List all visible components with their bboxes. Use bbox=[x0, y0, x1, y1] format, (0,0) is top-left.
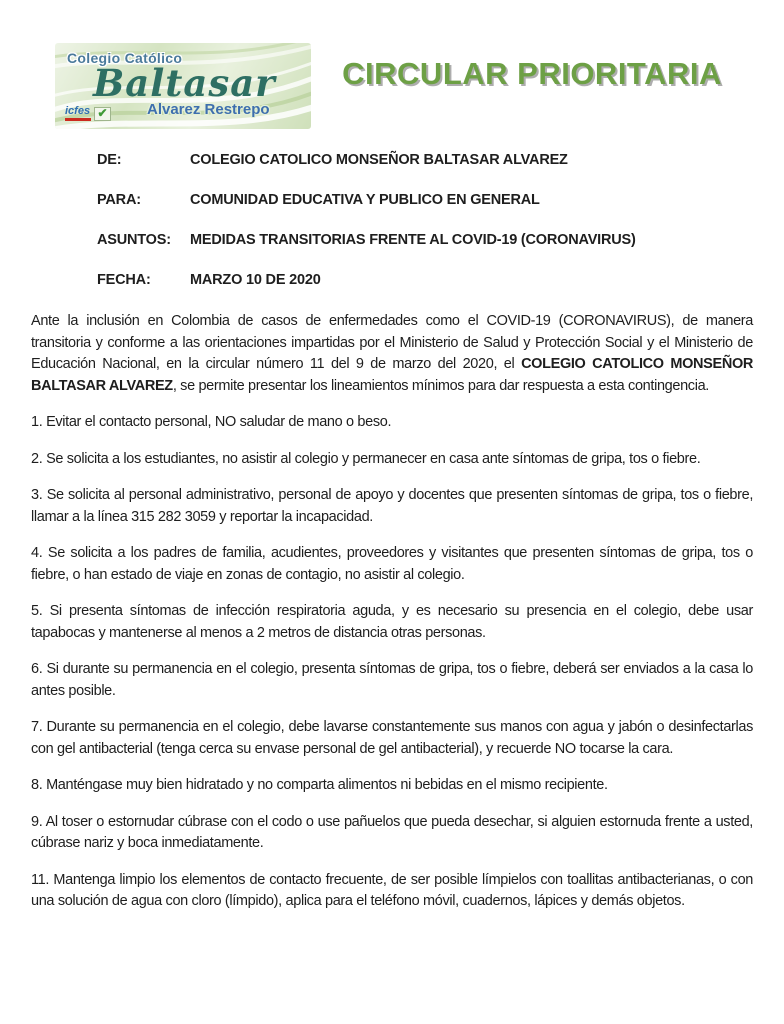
meta-value: COMUNIDAD EDUCATIVA Y PUBLICO EN GENERAL bbox=[190, 192, 540, 208]
icfes-badge bbox=[65, 106, 111, 121]
meta-value: COLEGIO CATOLICO MONSEÑOR BALTASAR ALVAREZ bbox=[190, 152, 568, 168]
meta-row-fecha bbox=[97, 271, 753, 290]
meta-label: ASUNTOS: bbox=[97, 232, 171, 248]
meta-value: MARZO 10 DE 2020 bbox=[190, 272, 321, 288]
meta-row-para bbox=[97, 191, 753, 210]
measure-item-1: 1. Evitar el contacto personal, NO saludar de mano o beso. bbox=[31, 414, 392, 430]
measure-item-9: 9. Al toser o estornudar cúbrase con el codo o use pañuelos que pueda desechar, si alguien estornuda frente a usted, cúbrase nariz y boca inmediatamente. bbox=[31, 813, 753, 851]
title-container bbox=[311, 43, 753, 92]
page-title: CIRCULAR PRIORITARIA bbox=[342, 56, 722, 91]
icfes-label: icfes bbox=[65, 105, 91, 117]
meta-row-asuntos bbox=[97, 231, 753, 250]
intro-text-end: , se permite presentar los lineamientos mínimos para dar respuesta a esta contingencia. bbox=[172, 377, 709, 394]
icfes-text-block bbox=[65, 106, 91, 121]
measure-item-7: 7. Durante su permanencia en el colegio, debe lavarse constantemente sus manos con agua y jabón o desinfectarlas con gel antibacterial (tenga cerca su envase personal de gel antibacterial), y recuerde NO tocarse la cara. bbox=[31, 719, 753, 757]
measure-item-6: 6. Si durante su permanencia en el colegio, presenta síntomas de gripa, tos o fiebre, deberá ser enviados a la casa lo antes posible. bbox=[31, 661, 753, 699]
meta-value: MEDIDAS TRANSITORIAS FRENTE AL COVID-19 (CORONAVIRUS) bbox=[190, 232, 636, 248]
measure-item-4: 4. Se solicita a los padres de familia, acudientes, proveedores y visitantes que presenten síntomas de gripa, tos o fiebre, o han estado de viaje en zonas de contagio, no asistir al colegio. bbox=[31, 545, 753, 583]
letter-meta-block bbox=[97, 151, 753, 290]
document-header bbox=[31, 0, 753, 129]
measure-item-8: 8. Manténgase muy bien hidratado y no comparta alimentos ni bebidas en el mismo recipiente. bbox=[31, 777, 608, 793]
logo-school-name-text: Baltasar bbox=[93, 61, 276, 105]
meta-label: PARA: bbox=[97, 192, 141, 208]
measure-item-11: 11. Mantenga limpio los elementos de contacto frecuente, de ser posible límpielos con toallitas antibacterianas, o con una solución de agua con cloro (límpido), aplica para el teléfono móvil, cuadernos, lápices y demás objetos. bbox=[31, 871, 753, 909]
logo-school-surname-text: Alvarez Restrepo bbox=[147, 101, 270, 118]
intro-text-start: Ante la inclusión en Colombia de casos de enfermedades como el COVID-19 (CORONAVIRUS), de manera transitoria y conforme a las orientaciones impartidas por el Ministerio de Salud y Protección Social y el Ministerio de Educación Nacional, en la circular número 11 del 9 de marzo del 2020, el bbox=[31, 313, 753, 372]
icfes-checkmark-icon: ✔ bbox=[94, 107, 111, 121]
measure-item-2: 2. Se solicita a los estudiantes, no asistir al colegio y permanecer en casa ante síntomas de gripa, tos o fiebre. bbox=[31, 450, 701, 467]
measure-item-3: 3. Se solicita al personal administrativo, personal de apoyo y docentes que presenten síntomas de gripa, tos o fiebre, llamar a la línea 315 282 3059 y reportar la incapacidad. bbox=[31, 487, 753, 525]
intro-school-name-bold: COLEGIO CATOLICO MONSEÑOR BALTASAR ALVAREZ bbox=[31, 356, 753, 394]
meta-label: DE: bbox=[97, 152, 122, 168]
meta-label: FECHA: bbox=[97, 272, 151, 288]
school-logo bbox=[55, 43, 311, 129]
logo-school-type-text: Colegio Católico bbox=[67, 50, 183, 66]
intro-paragraph bbox=[31, 311, 753, 397]
meta-row-de bbox=[97, 151, 753, 170]
letter-body bbox=[31, 311, 753, 913]
measure-item-5: 5. Si presenta síntomas de infección respiratoria aguda, y es necesario su presencia en el colegio, debe usar tapabocas y mantenerse al menos a 2 metros de distancia otras personas. bbox=[31, 603, 753, 641]
icfes-red-bar bbox=[65, 118, 91, 121]
